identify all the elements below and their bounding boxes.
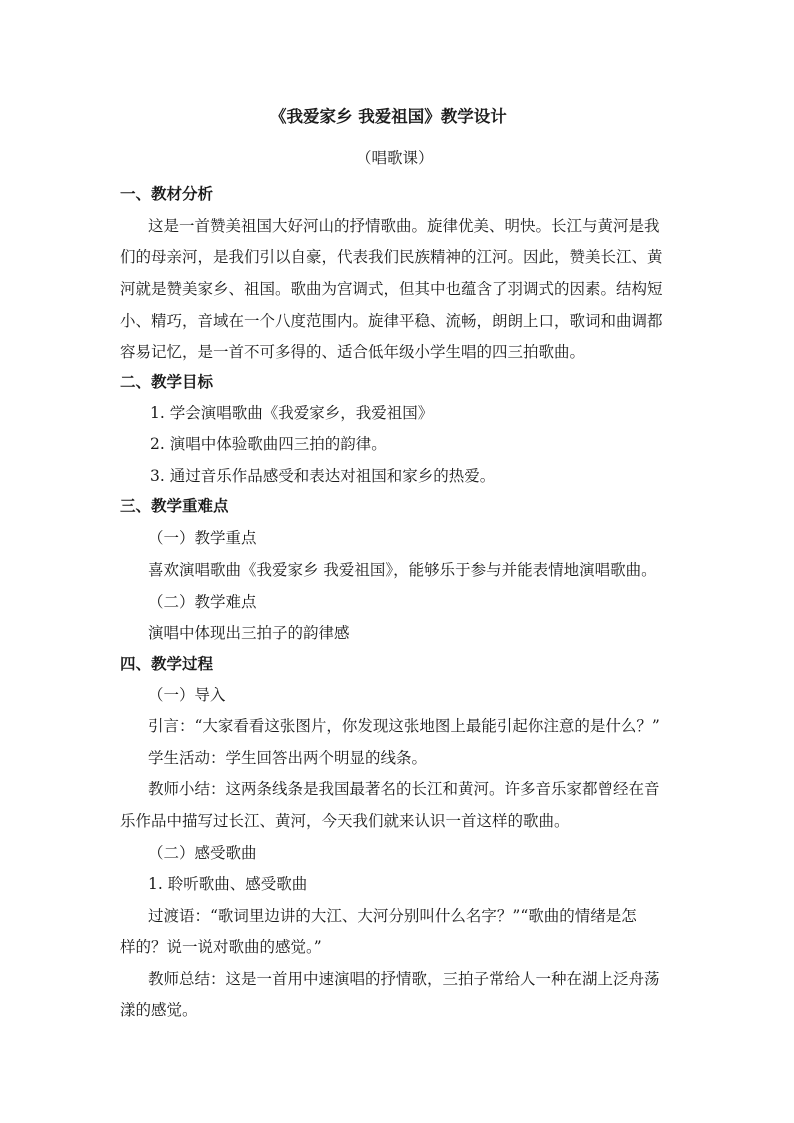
paragraph-line: 这是一首赞美祖国大好河山的抒情歌曲。旋律优美、明快。长江与黄河是我 xyxy=(148,217,660,235)
section-heading-teaching-process: 四、教学过程 xyxy=(120,654,214,673)
subheading-difficult-points: （二）教学难点 xyxy=(148,593,257,611)
paragraph-line: 小、精巧，音域在一个八度范围内。旋律平稳、流畅，朗朗上口，歌词和曲调都 xyxy=(120,312,663,330)
goal-item: 3. 通过音乐作品感受和表达对祖国和家乡的热爱。 xyxy=(150,467,496,485)
teacher-conclusion-line: 教师总结：这是一首用中速演唱的抒情歌，三拍子常给人一种在湖上泛舟荡 xyxy=(148,970,660,988)
document-title: 《我爱家乡 我爱祖国》教学设计 xyxy=(270,107,507,126)
document-subtitle: （唱歌课） xyxy=(356,149,434,167)
paragraph-line: 们的母亲河，是我们引以自豪，代表我们民族精神的江河。因此，赞美长江、黄 xyxy=(120,248,663,266)
goal-item: 1. 学会演唱歌曲《我爱家乡，我爱祖国》 xyxy=(150,404,434,422)
step-text: 1. 聆听歌曲、感受歌曲 xyxy=(148,875,308,893)
key-points-text: 喜欢演唱歌曲《我爱家乡 我爱祖国》，能够乐于参与并能表情地演唱歌曲。 xyxy=(148,561,657,579)
subheading-introduction: （一）导入 xyxy=(148,686,226,704)
section-heading-teaching-goals: 二、教学目标 xyxy=(120,372,214,391)
subheading-feel-song: （二）感受歌曲 xyxy=(148,844,257,862)
teacher-conclusion-line: 漾的感觉。 xyxy=(120,1001,198,1019)
teacher-summary-line: 教师小结：这两条线条是我国最著名的长江和黄河。许多音乐家都曾经在音 xyxy=(148,780,660,798)
transition-line: 过渡语：“歌词里边讲的大江、大河分别叫什么名字？”“歌曲的情绪是怎 xyxy=(148,907,637,925)
section-heading-materials-analysis: 一、教材分析 xyxy=(120,184,214,203)
goal-item: 2. 演唱中体验歌曲四三拍的韵律。 xyxy=(150,435,387,453)
paragraph-line: 河就是赞美家乡、祖国。歌曲为宫调式，但其中也蕴含了羽调式的因素。结构短 xyxy=(120,280,663,298)
section-heading-key-difficult-points: 三、教学重难点 xyxy=(120,496,229,515)
intro-text: 引言：“大家看看这张图片，你发现这张地图上最能引起你注意的是什么？” xyxy=(148,717,660,735)
difficult-points-text: 演唱中体现出三拍子的韵律感 xyxy=(148,624,350,642)
transition-line: 样的？说一说对歌曲的感觉。” xyxy=(120,938,322,956)
student-activity-text: 学生活动：学生回答出两个明显的线条。 xyxy=(148,749,428,767)
teacher-summary-line: 乐作品中描写过长江、黄河，今天我们就来认识一首这样的歌曲。 xyxy=(120,812,570,830)
subheading-key-points: （一）教学重点 xyxy=(148,529,257,547)
paragraph-line: 容易记忆，是一首不可多得的、适合低年级小学生唱的四三拍歌曲。 xyxy=(120,343,586,361)
